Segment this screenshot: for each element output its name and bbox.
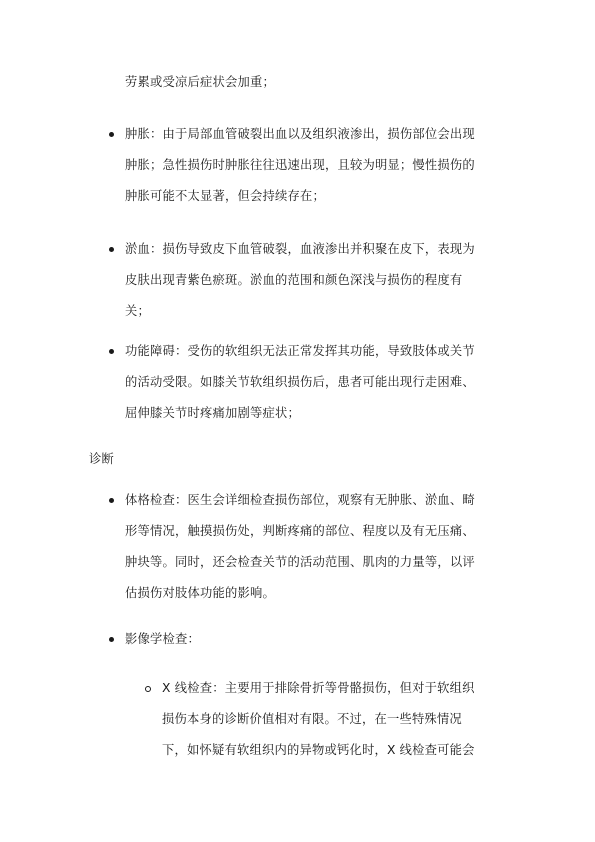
circle-bullet-icon	[145, 686, 151, 692]
text-line: 肿块等。同时，还会检查关节的活动范围、肌肉的力量等，以评	[125, 555, 475, 569]
continuation-line: 劳累或受凉后症状会加重；	[125, 75, 275, 89]
bullet-icon	[109, 349, 114, 354]
bullet-icon	[109, 132, 114, 137]
text-line: X 线检查：主要用于排除骨折等骨骼损伤，但对于软组织	[162, 681, 475, 695]
text-line: 肿胀：由于局部血管破裂出血以及组织液渗出，损伤部位会出现	[125, 127, 475, 141]
text-line: 体格检查：医生会详细检查损伤部位，观察有无肿胀、淤血、畸	[125, 493, 475, 507]
bullet-icon	[109, 637, 114, 642]
text-line: 影像学检查：	[125, 632, 200, 646]
bullet-icon	[109, 247, 114, 252]
text-line: 形等情况，触摸损伤处，判断疼痛的部位、程度以及有无压痛、	[125, 524, 475, 538]
text-line: 的活动受限。如膝关节软组织损伤后，患者可能出现行走困难、	[125, 375, 475, 389]
text-line: 下，如怀疑有软组织内的异物或钙化时，X 线检查可能会	[162, 743, 475, 757]
text-line: 淤血：损伤导致皮下血管破裂，血液渗出并积聚在皮下，表现为	[125, 242, 475, 256]
text-line: 屈伸膝关节时疼痛加剧等症状；	[125, 406, 300, 420]
text-line: 肿胀；急性损伤时肿胀往往迅速出现，且较为明显；慢性损伤的	[125, 158, 475, 172]
section-heading: 诊断	[89, 452, 114, 466]
bullet-icon	[109, 498, 114, 503]
text-line: 估损伤对肢体功能的影响。	[125, 586, 275, 600]
text-line: 皮肤出现青紫色瘀斑。淤血的范围和颜色深浅与损伤的程度有	[125, 273, 463, 287]
text-line: 肿胀可能不太显著，但会持续存在；	[125, 189, 325, 203]
text-line: 关；	[125, 304, 150, 318]
text-line: 功能障碍：受伤的软组织无法正常发挥其功能，导致肢体或关节	[125, 344, 475, 358]
text-line: 损伤本身的诊断价值相对有限。不过，在一些特殊情况	[162, 712, 462, 726]
